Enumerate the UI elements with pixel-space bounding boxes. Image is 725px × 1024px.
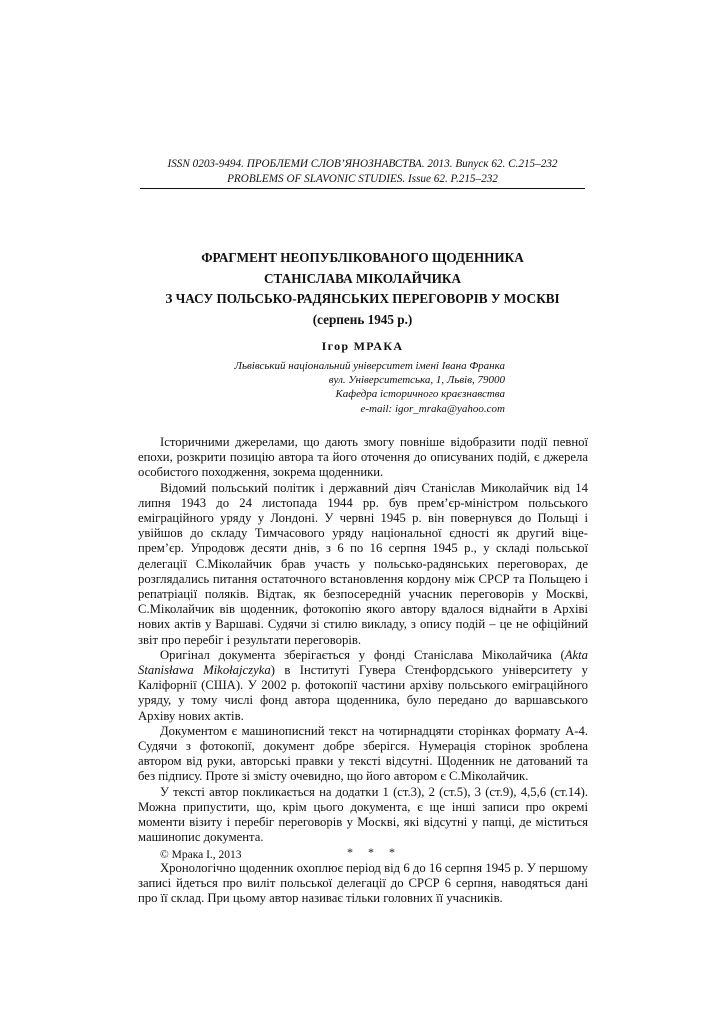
paragraph-4: Документом є машинописний текст на чотирнадцяти сторінках формату А-4. Судячи з фотокопії, документ добре зберігся. Нумерація сторінок зроблена автором від руки, авторські правки у тексті відсутні. Щоденник не датований та без підпису. Проте зі змісту очевидно, що його автором є С.Міколайчик. [138,723,588,784]
paragraph-3 [138,648,588,724]
header-line-english: PROBLEMS OF SLAVONIC STUDIES. Issue 62. P.215–232 [227,172,498,185]
copyright-notice: © Мрака І., 2013 [160,849,242,861]
paragraph-6: Хронологічно щоденник охоплює період від 6 до 16 серпня 1945 р. У першому записі йдеться про виліт польської делегації до СРСР 6 серпня, наводяться дані про її склад. При цьому автор називає тільки головних її учасників. [138,860,588,906]
paragraph-1: Історичними джерелами, що дають змогу повніше відобразити події певної епохи, розкрити позицію автора та його оточення до описуваних подій, є джерела особистого походження, зокрема щоденники. [138,435,588,480]
paragraph-5: У тексті автор покликається на додатки 1 (ст.3), 2 (ст.5), 3 (ст.9), 4,5,6 (ст.14). Можна припустити, що, крім цього документа, є ще інші записи про окремі моменти візиту і перебіг переговорів у Москві, які відсутні у папці, де міститься машинопис документа. [138,784,588,845]
title-date: (серпень 1945 р.) [312,311,413,327]
affiliation-address: вул. Університетська, 1, Львів, 79000 [328,374,505,387]
header-line-issn: ISSN 0203-9494. ПРОБЛЕМИ СЛОВ’ЯНОЗНАВСТВА. 2013. Випуск 62. С.215–232 [167,158,558,170]
author-name: Ігор МРАКА [321,339,404,353]
article-title [120,248,605,330]
title-line-2: СТАНІСЛАВА МІКОЛАЙЧИКА [264,270,461,286]
title-line-3: З ЧАСУ ПОЛЬСЬКО-РАДЯНСЬКИХ ПЕРЕГОВОРІВ У МОСКВІ [165,291,560,306]
affiliation-university: Львівський національний університет імені Івана Франка [234,360,505,372]
article-body [138,435,588,906]
paragraph-3-italic: Akta Stanisława Mikołajczyka [138,647,588,678]
author-affiliation [200,359,505,416]
affiliation-department: Кафедра історичного краєзнавства [335,388,505,401]
title-line-1: ФРАГМЕНТ НЕОПУБЛІКОВАНОГО ЩОДЕННИКА [201,250,524,265]
affiliation-email: e-mail: igor_mraka@yahoo.com [360,402,505,415]
running-header [140,157,585,186]
paragraph-3-end: ) в Інституті Гувера Стенфордського університету у Каліфорнії (США). У 2002 р. фотокопії частини архіву польського еміграційного уряду, у тому числі фонд автора щоденника, було передано до варшавського Архіву нових актів. [138,663,588,723]
header-divider [140,188,585,189]
paragraph-2: Відомий польський політик і державний діяч Станіслав Миколайчик від 14 липня 1943 до 24 листопада 1944 рр. був прем’єр-міністром польського еміграційного уряду у Лондоні. У червні 1945 р. він повернувся до Польщі і увійшов до складу Тимчасового уряду національної єдності як другий віце-прем’єр. Упродовж десяти днів, з 6 по 16 серпня 1945 р., у складі польської делегації С.Міколайчик брав участь у польсько-радянських переговорах, де розглядались питання остаточного встановлення кордону між СРСР та Польщею і репатріації поляків. Відтак, як безпосередній учасник переговорів у Москві, С.Міколайчик вів щоденник, фотокопію якого автору вдалося віднайти в Архіві нових актів у Варшаві. Судячи зі стилю викладу, з опису подій – це не офіційний звіт про перебіг і результати переговорів. [138,480,588,647]
paragraph-3-start: Оригінал документа зберігається у фонді Станіслава Міколайчика ( [160,647,565,662]
section-separator: * * * [347,845,401,860]
